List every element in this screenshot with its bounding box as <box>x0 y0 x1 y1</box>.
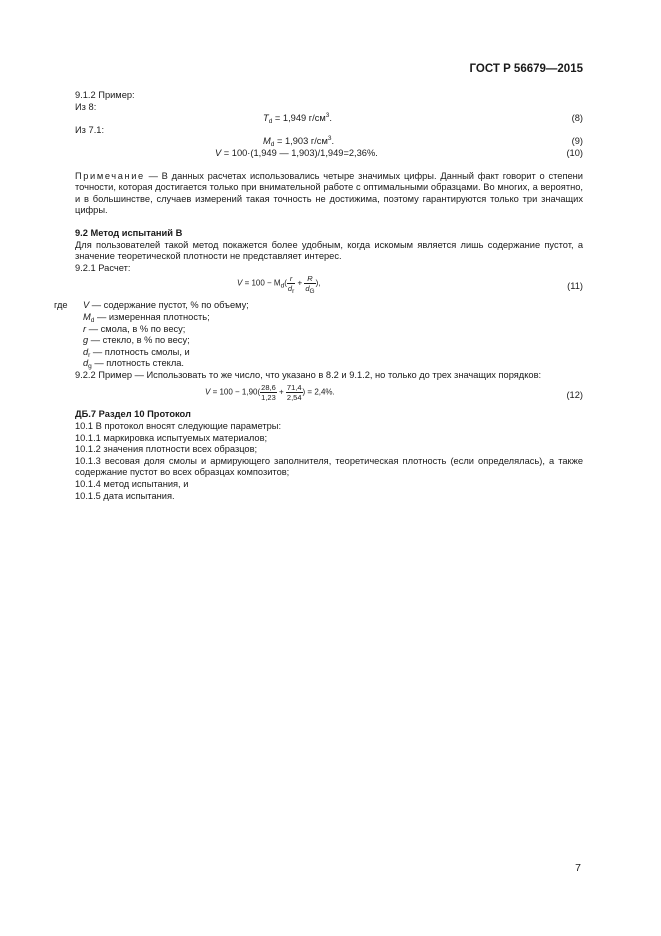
definition-r: r — смола, в % по весу; <box>83 323 186 334</box>
from-7-1-label: Из 7.1: <box>75 124 105 135</box>
protocol-item-10-1: 10.1 В протокол вносят следующие параметры: <box>75 421 282 432</box>
section-9-2-title: 9.2 Метод испытаний В <box>75 227 183 238</box>
equation-11 <box>75 274 583 300</box>
equation-8-number: (8) <box>571 113 583 124</box>
note-heading: Примечание <box>75 170 145 181</box>
equation-9-expr: $M_d = 1,903$ $г/см^3$. <box>263 135 335 149</box>
equation-9-number: (9) <box>571 136 583 147</box>
fraction-28-6: $\frac{28,6}{1,23}$ <box>261 383 276 403</box>
equation-10-number: (10) <box>566 147 583 158</box>
equation-12-number: (12) <box>566 390 583 401</box>
section-db7-title: ДБ.7 Раздел 10 Протокол <box>75 409 191 420</box>
from-8-label: Из 8: <box>75 101 97 112</box>
protocol-item-10-1-5: 10.1.5 дата испытания. <box>75 490 175 501</box>
equation-9 <box>75 136 583 148</box>
document-header: ГОСТ Р 56679—2015 <box>469 63 583 75</box>
definition-md: $M_d$ — измеренная плотность; <box>83 311 210 324</box>
equation-12 <box>75 381 583 409</box>
equation-10-expr: V = 100·(1,949 — 1,903)/1,949=2,36%. <box>215 147 378 158</box>
protocol-item-10-1-3: 10.1.3 весовая доля смолы и армирующего заполнителя, теоретическая плотность (если определялась), а также содержание пустот во всех образцах композитов; <box>75 455 583 478</box>
fraction-R-dG: $\frac{R}{d_G}$ <box>305 274 315 296</box>
definition-g: g — стекло, в % по весу; <box>83 335 190 346</box>
variable-definitions <box>54 300 583 371</box>
equation-12-expr: V = 100 − 1,90( $\frac{28,6}{1,23}$ + $\frac{71,4}{2,54}$ ) = 2,4%. <box>205 383 335 403</box>
equation-11-number: (11) <box>567 281 583 292</box>
definition-dr: $d_r$ — плотность смолы, и <box>83 346 190 359</box>
note-paragraph <box>75 171 583 217</box>
equation-10 <box>75 148 583 160</box>
fraction-r-dr: $\frac{r}{d_r}$ <box>287 274 295 296</box>
note-text: — В данных расчетах использовались четыре значимых цифры. Данный факт говорит о степени точности, которая достигается только при внимательной работе с оптимальными образцами. Во многих, а вероятно, и в большинстве, случаев измерений такая точность не достижима, поэтому гарантируются только три значащих цифры. <box>75 170 583 216</box>
equation-8-expr: $T_d = 1,949$ $г/см^3$. <box>263 112 332 126</box>
equation-8 <box>75 113 583 125</box>
section-9-2-1-title: 9.2.1 Расчет: <box>75 262 131 273</box>
definition-dg: $d_g$ — плотность стекла. <box>83 358 185 371</box>
fraction-71-4: $\frac{71,4}{2,54}$ <box>286 383 302 403</box>
definition-v: V — содержание пустот, % по объему; <box>83 300 249 311</box>
protocol-item-10-1-1: 10.1.1 маркировка испытуемых материалов; <box>75 432 268 443</box>
protocol-item-10-1-4: 10.1.4 метод испытания, и <box>75 479 189 490</box>
where-label: где <box>54 300 68 311</box>
document-body <box>54 90 583 502</box>
section-9-1-2-title: 9.1.2 Пример: <box>75 90 135 100</box>
section-9-2-text: Для пользователей такой метод покажется более удобным, когда искомым является лишь содержание пустот, а значение теоретической плотности не представляет интерес. <box>75 239 583 262</box>
protocol-item-10-1-2: 10.1.2 значения плотности всех образцов; <box>75 444 258 455</box>
section-9-2-2-text: 9.2.2 Пример — Использовать то же число, что указано в 8.2 и 9.1.2, но только до трех значащих порядков: <box>75 369 542 380</box>
page-number: 7 <box>575 862 581 874</box>
equation-11-expr: $V = 100 - M_d$( $\frac{r}{d_r}$ + $\frac{R}{d_G}$ ), <box>237 274 321 296</box>
